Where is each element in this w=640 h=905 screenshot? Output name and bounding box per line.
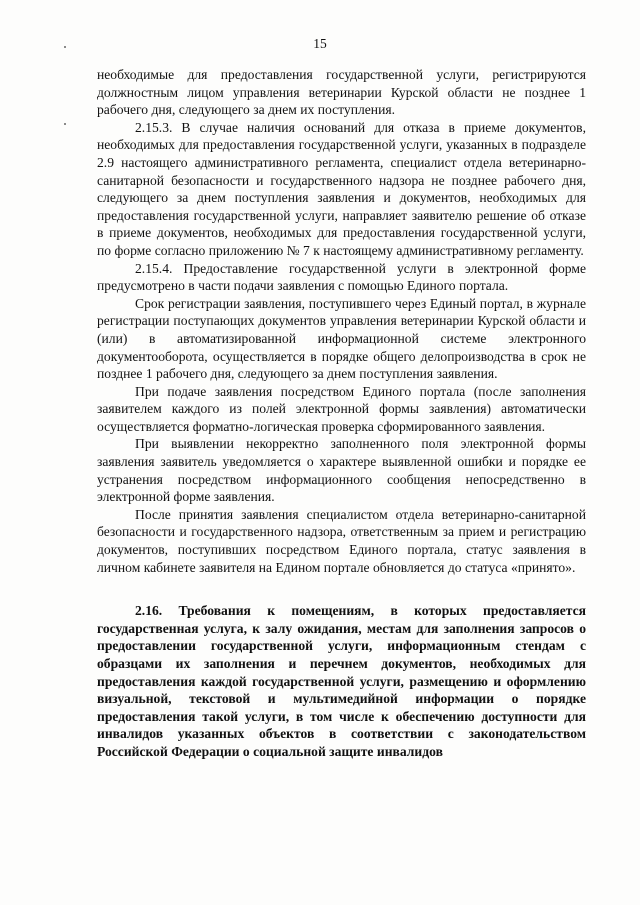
- paragraph-2-15-4: 2.15.4. Предоставление государственной услуги в электронной форме предусмотрено в части подачи заявления с помощью Единого портала.: [97, 260, 586, 294]
- document-body: [97, 66, 586, 761]
- page-number: 15: [313, 36, 327, 51]
- paragraph-format-check: При подаче заявления посредством Единого портала (после заполнения заявителем каждого из полей электронной формы заявления) автоматически осуществляется форматно-логическая проверка сформированного заявления.: [97, 383, 586, 434]
- paragraph-2-15-3: 2.15.3. В случае наличия оснований для отказа в приеме документов, необходимых для предоставления государственной услуги, указанных в подразделе 2.9 настоящего административного регламента, специалист отдела ветеринарно-санитарной безопасности и государственного надзора не позднее рабочего дня, следующего за днем поступления заявления и документов, необходимых для предоставления государственной услуги, направляет заявителю решение об отказе в приеме документов, необходимых для предоставления государственной услуги, по форме согласно приложению № 7 к настоящему административному регламенту.: [97, 119, 586, 258]
- paragraph-continuation: необходимые для предоставления государственной услуги, регистрируются должностным лицом управления ветеринарии Курской области не позднее 1 рабочего дня, следующего за днем их поступления.: [97, 67, 586, 118]
- scan-speck: [64, 123, 66, 125]
- paragraph-registration-term: Срок регистрации заявления, поступившего через Единый портал, в журнале регистрации поступающих документов управления ветеринарии Курской области и (или) в автоматизированной информационной системе электронного документооборота, осуществляется в порядке общего делопроизводства в срок не позднее 1 рабочего дня, следующего за днем поступления заявления.: [97, 295, 586, 382]
- scan-speck: [64, 46, 66, 48]
- paragraph-status-update: После принятия заявления специалистом отдела ветеринарно-санитарной безопасности и государственного надзора, ответственным за прием и регистрацию документов, поступивших посредством Единого портала, статус заявления в личном кабинете заявителя на Едином портале обновляется до статуса «принято».: [97, 506, 586, 575]
- paragraph-error-notice: При выявлении некорректно заполненного поля электронной формы заявления заявитель уведомляется о характере выявленной ошибки и порядке ее устранения посредством информационного сообщения непосредственно в электронной форме заявления.: [97, 436, 586, 505]
- section-spacer: [97, 576, 586, 602]
- section-heading-2-16: 2.16. Требования к помещениям, в которых предоставляется государственная услуга, к залу ожидания, местам для заполнения запросов о предоставлении государственной услуги, информационным стендам с образцами их заполнения и перечнем документов, необходимых для предоставления каждой государственной услуги, размещению и оформлению визуальной, текстовой и мультимедийной информации о порядке предоставления такой услуги, в том числе к обеспечению доступности для инвалидов указанных объектов в соответствии с законодательством Российской Федерации о социальной защите инвалидов: [97, 603, 586, 759]
